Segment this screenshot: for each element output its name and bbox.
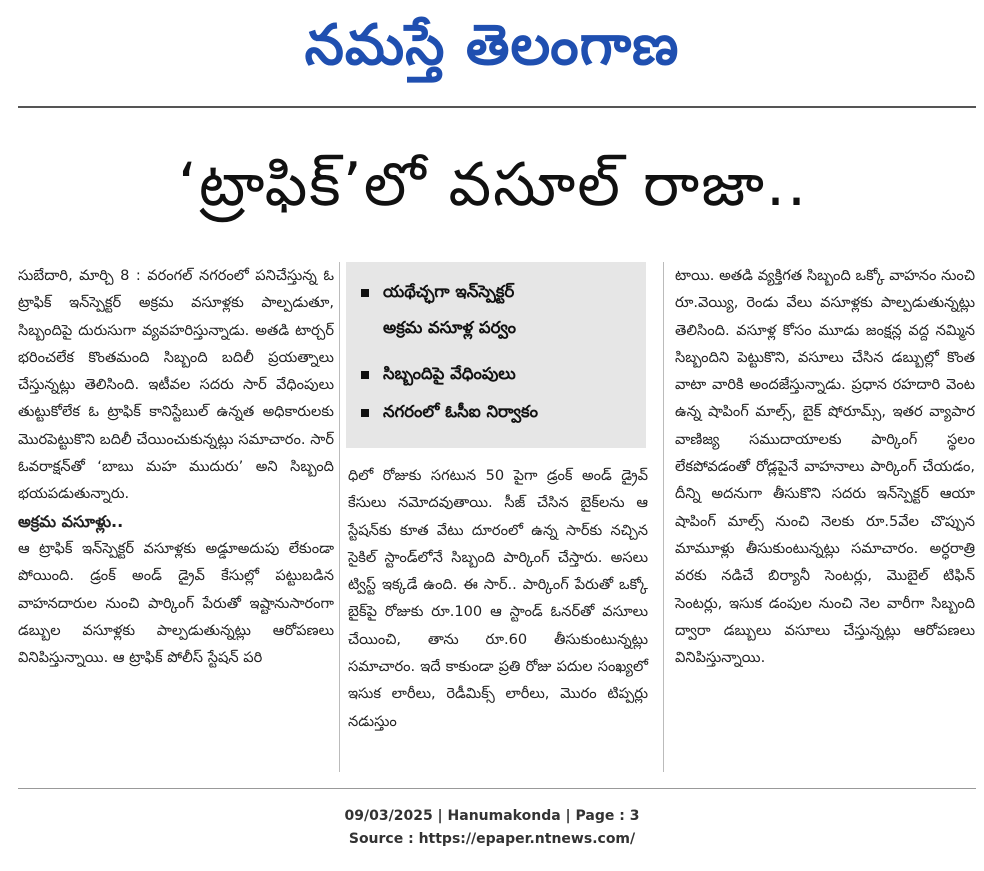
highlight-item <box>361 402 538 425</box>
highlight-item <box>361 364 516 387</box>
highlight-item <box>361 318 516 341</box>
bullet-square-icon <box>361 371 369 379</box>
highlight-text: నగరంలో ఓసీఐ నిర్వాకం <box>383 402 539 421</box>
bullet-square-icon <box>361 409 369 417</box>
edition-info: 09/03/2025 | Hanumakonda | Page : 3 <box>344 808 640 824</box>
article-column-1 <box>18 262 334 671</box>
highlights-box <box>346 262 646 448</box>
column-divider <box>339 262 340 772</box>
highlight-text: యథేచ్ఛగా ఇన్‌స్పెక్టర్ <box>383 282 515 301</box>
highlight-item <box>361 282 514 305</box>
column-divider <box>663 262 664 772</box>
article-column-2 <box>348 462 648 735</box>
footer-divider <box>18 788 976 789</box>
body-paragraph: సుబేదారి, మార్చి 8 : వరంగల్ నగరంలో పనిచేస్తున్న ఓ ట్రాఫిక్ ఇన్‌స్పెక్టర్ అక్రమ వసూళ్లకు పాల్పడుతూ, సిబ్బందిపై దురుసుగా వ్యవహరిస్తున్నాడు. అతడి టార్చర్ భరించలేక కొంతమంది సిబ్బంది బదిలీ ప్రయత్నాలు చేస్తున్నట్లు తెలిసింది. ఇటీవల సదరు సార్ వేధింపులు తుట్టుకోలేక ఓ ట్రాఫిక్ కానిస్టేబుల్ ఉన్నత అధికారులకు మొరపెట్టుకొని బదిలీ చేయించుకున్నట్లు సమాచారం. సార్ ఓవరాక్షన్‌తో ‘బాబు మహ ముదురు’ అని సిబ్బంది భయపడుతున్నారు. <box>18 267 334 503</box>
body-paragraph: టాయి. అతడి వ్యక్తిగత సిబ్బంది ఒక్కో వాహనం నుంచి రూ.వెయ్యి, రెండు వేలు వసూళ్లకు పాల్పడుతున్నట్లు తెలిసింది. వసూళ్ల కోసం మూడు జంక్షన్ల వద్ద నమ్మిన సిబ్బందిని పెట్టుకొని, వసూలు చేసిన డబ్బుల్లో కొంత వాటా వారికి అందజేస్తున్నాడు. ప్రధాన రహదారి వెంట ఉన్న షాపింగ్ మాల్స్, బైక్ షోరూమ్స్, ఇతర వ్యాపార వాణిజ్య సముదాయాలకు పార్కింగ్ స్థలం లేకపోవడంతో రోడ్లపైనే వాహనాలు పార్కింగ్ చేయడం, దీన్ని అదనుగా తీసుకొని సదరు ఇన్‌స్పెక్టర్ ఆయా షాపింగ్ మాల్స్ నుంచి నెలకు రూ.5వేల చొప్పున మామూళ్లు తీసుకుంటున్నట్లు సమాచారం. అర్ధరాత్రి వరకు నడిచే బిర్యానీ సెంటర్లు, మొబైల్ టిఫిన్ సెంటర్లు, ఇసుక డంపుల నుంచి నెల వారీగా సిబ్బంది ద్వారా డబ్బులు వసూలు చేస్తున్నట్లు ఆరోపణలు వినిపిస్తున్నాయి. <box>675 267 975 667</box>
newspaper-masthead: నమస్తే తెలంగాణ <box>304 13 680 78</box>
body-paragraph: ధిలో రోజుకు సగటున 50 పైగా డ్రంక్ అండ్ డ్రైవ్ కేసులు నమోదవుతాయి. సీజ్ చేసిన బైక్‌లను ఆ స్టేషన్‌కు కూత వేటు దూరంలో ఉన్న సార్‌కు నచ్చిన సైకిల్ స్టాండ్‌లోనే సిబ్బంది పార్కింగ్ చేస్తారు. అసలు ట్విస్ట్ ఇక్కడే ఉంది. ఈ సార్.. పార్కింగ్ పేరుతో ఒక్కో బైక్‌పై రోజుకు రూ.100 ఆ స్టాండ్ ఓనర్‌తో వసూలు చేయించి, తాను రూ.60 తీసుకుంటున్నట్లు సమాచారం. ఇదే కాకుండా ప్రతి రోజు పదుల సంఖ్యలో ఇసుక లారీలు, రెడీమిక్స్ లారీలు, మొరం టిప్పర్లు నడుస్తుం <box>348 467 648 730</box>
source-link[interactable]: Source : https://epaper.ntnews.com/ <box>348 831 636 847</box>
highlight-text: సిబ్బందిపై వేధింపులు <box>383 364 516 383</box>
section-subhead: అక్రమ వసూళ్లు.. <box>18 511 124 531</box>
body-paragraph: ఆ ట్రాఫిక్ ఇన్‌స్పెక్టర్ వసూళ్లకు అడ్డూఅదుపు లేకుండా పోయింది. డ్రంక్ అండ్ డ్రైవ్ కేసుల్లో పట్టుబడిన వాహనదారుల నుంచి పార్కింగ్ పేరుతో ఇష్టానుసారంగా డబ్బుల వసూళ్లకు పాల్పడుతున్నట్లు ఆరోపణలు వినిపిస్తున్నాయి. ఆ ట్రాఫిక్ పోలీస్ స్టేషన్ పరి <box>18 539 334 667</box>
article-headline: ‘ట్రాఫిక్’లో వసూల్ రాజా.. <box>177 150 809 220</box>
highlight-text: అక్రమ వసూళ్ల పర్వం <box>383 318 516 337</box>
header-divider <box>18 106 976 108</box>
bullet-square-icon <box>361 289 369 297</box>
article-column-3 <box>675 262 975 671</box>
